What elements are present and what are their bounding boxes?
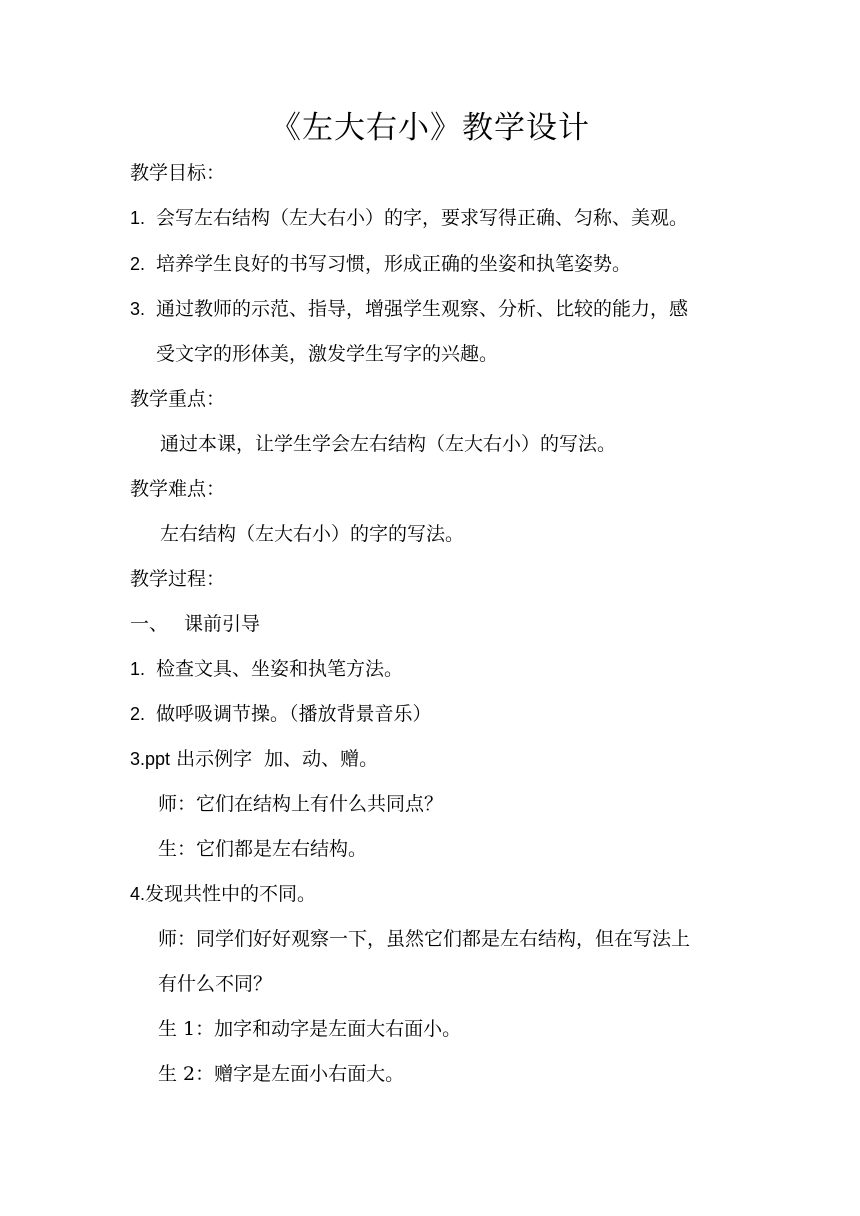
section-heading-1 bbox=[130, 609, 260, 639]
objective-item-1 bbox=[130, 203, 688, 233]
process-step-3 bbox=[130, 744, 378, 774]
step-number: 4. bbox=[130, 884, 146, 904]
objective-item-3 bbox=[130, 294, 688, 324]
document-title: 《左大右小》教学设计 bbox=[270, 110, 590, 146]
key-point-heading: 教学重点： bbox=[130, 388, 226, 410]
student-answer-3 bbox=[158, 1059, 404, 1089]
objective-number: 2. bbox=[130, 254, 146, 274]
section-number: 一、 bbox=[130, 613, 169, 635]
objective-text: 通过教师的示范、指导，增强学生观察、分析、比较的能力，感 bbox=[156, 298, 689, 320]
objective-number: 3. bbox=[130, 299, 146, 319]
student-label: 生 1 bbox=[158, 1018, 196, 1040]
section-title: 课前引导 bbox=[184, 613, 261, 635]
objective-text: 培养学生良好的书写习惯，形成正确的坐姿和执笔姿势。 bbox=[156, 253, 632, 275]
process-step-1 bbox=[130, 654, 403, 684]
teacher-question-2-line-2: 有什么不同？ bbox=[158, 973, 273, 995]
difficulty-text: 左右结构（左大右小）的字的写法。 bbox=[160, 523, 465, 545]
student-answer-text: ：赠字是左面小右面大。 bbox=[195, 1063, 405, 1085]
process-heading: 教学过程： bbox=[130, 568, 226, 590]
key-point-text: 通过本课，让学生学会左右结构（左大右小）的写法。 bbox=[160, 433, 617, 455]
teacher-question-1: 师：它们在结构上有什么共同点？ bbox=[158, 793, 444, 815]
difficulty-heading: 教学难点： bbox=[130, 478, 226, 500]
step-number: 2. bbox=[130, 704, 146, 724]
step-text: 检查文具、坐姿和执笔方法。 bbox=[156, 658, 404, 680]
objective-number: 1. bbox=[130, 208, 146, 228]
process-step-2 bbox=[130, 699, 432, 729]
student-answer-1: 生：它们都是左右结构。 bbox=[158, 838, 368, 860]
teacher-question-2-line-1: 师：同学们好好观察一下，虽然它们都是左右结构，但在写法上 bbox=[158, 928, 691, 950]
objective-item-2 bbox=[130, 249, 631, 279]
step-number: 3.ppt bbox=[130, 749, 171, 769]
step-number: 1. bbox=[130, 659, 146, 679]
objective-text: 会写左右结构（左大右小）的字，要求写得正确、匀称、美观。 bbox=[156, 207, 689, 229]
step-text: 做呼吸调节操。（播放背景音乐） bbox=[156, 703, 432, 725]
student-answer-text: ：加字和动字是左面大右面小。 bbox=[195, 1018, 462, 1040]
objectives-heading: 教学目标： bbox=[130, 162, 226, 184]
step-text: 发现共性中的不同。 bbox=[145, 883, 317, 905]
step-text: 出示例字 加、动、赠。 bbox=[176, 748, 379, 770]
objective-item-3-continuation: 受文字的形体美，激发学生写字的兴趣。 bbox=[156, 343, 499, 365]
student-label: 生 2 bbox=[158, 1063, 196, 1085]
process-step-4 bbox=[130, 879, 316, 909]
student-answer-2 bbox=[158, 1014, 461, 1044]
